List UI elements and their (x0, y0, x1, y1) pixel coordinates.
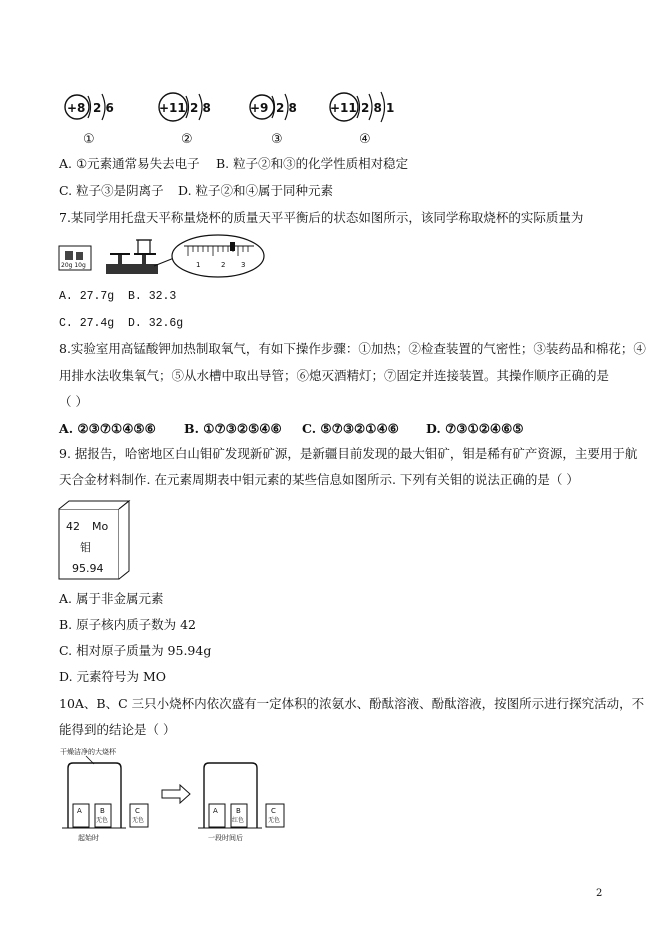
beaker-c-label-start: C (135, 807, 140, 815)
q9-option-c: C. 相对原子质量为 95.94g (59, 643, 212, 658)
q8-option-a: A. ②③⑦①④⑤⑥ (59, 421, 156, 436)
tick-2: 2 (221, 261, 226, 269)
element-name: 钼 (80, 541, 91, 554)
atom2-nucleus: +11 (159, 101, 186, 115)
beaker-c-label-later: C (271, 807, 276, 815)
page-number: 2 (596, 888, 603, 899)
q8-stem-line1: 8.实验室用高锰酸钾加热制取氧气，有如下操作步骤：①加热；②检查装置的气密性；③装药品和棉花；④ (59, 341, 646, 356)
atom3-label: ③ (271, 132, 283, 147)
large-beaker-caption: 干燥洁净的大烧杯 (60, 748, 116, 756)
weights-label: 20g 10g (61, 262, 86, 269)
q6-option-a: A. ①元素通常易失去电子 (59, 156, 200, 171)
q10-stem-line2: 能得到的结论是（ ） (59, 722, 176, 737)
q7-option-a: A. 27.7g (59, 290, 115, 303)
q7-option-c: C. 27.4g (59, 317, 115, 330)
beaker-c-state-start: 无色 (132, 817, 145, 824)
element-symbol: Mo (92, 520, 109, 533)
atom2-shells: 2 8 (190, 101, 211, 115)
element-number: 42 (66, 520, 80, 533)
atom-diagram-1 (65, 94, 114, 147)
atom3-shells: 2 8 (276, 101, 297, 115)
q7-option-b: B. 32.3 (128, 290, 177, 303)
beaker-b-label-start: B (100, 807, 105, 815)
q6-option-c: C. 粒子③是阴离子 (59, 183, 164, 198)
q9-option-b: B. 原子核内质子数为 42 (59, 617, 197, 632)
q10-stem-line1: 10A、B、C 三只小烧杯内依次盛有一定体积的浓氨水、酚酞溶液、酚酞溶液，按图所示进行探究活动，不 (59, 696, 645, 711)
atom-diagrams-figure (55, 88, 395, 150)
start-caption: 起始时 (78, 834, 99, 842)
atom3-nucleus: +9 (250, 101, 269, 115)
atom2-label: ② (181, 132, 193, 147)
q9-stem-line1: 9. 据报告，哈密地区白山钼矿发现新矿源，是新疆目前发现的最大钼矿，钼是稀有矿产资源，主要用于航 (59, 446, 638, 461)
beaker-a-label-later: A (213, 807, 218, 815)
atom1-shells: 2 6 (93, 101, 114, 115)
atom4-label: ④ (359, 132, 371, 147)
atom-diagram-2 (159, 93, 211, 147)
q7-option-d: D. 32.6g (128, 317, 184, 330)
beaker-b-state-later: 红色 (232, 817, 245, 824)
atom1-nucleus: +8 (67, 101, 86, 115)
q9-option-d: D. 元素符号为 MO (59, 669, 167, 684)
beaker-experiment-figure (58, 744, 294, 844)
later-caption: 一段时间后 (208, 834, 243, 842)
q8-option-d: D. ⑦③①②④⑥⑤ (426, 421, 524, 436)
beaker-b-state-start: 无色 (96, 817, 109, 824)
element-mass: 95.94 (72, 562, 104, 575)
beaker-a-label-start: A (77, 807, 82, 815)
q8-stem-line2: 用排水法收集氧气；⑤从水槽中取出导管；⑥熄灭酒精灯；⑦固定并连接装置。其操作顺序正确的是 (59, 368, 610, 383)
atom-diagram-3 (250, 94, 297, 147)
atom-diagram-4 (330, 92, 394, 147)
beaker-b-label-later: B (236, 807, 241, 815)
q8-option-b: B. ①⑦③②⑤④⑥ (184, 421, 282, 436)
q6-option-d: D. 粒子②和④属于同种元素 (178, 183, 334, 198)
balance-figure (58, 232, 268, 280)
beaker-c-state-later: 无色 (268, 817, 281, 824)
atom1-label: ① (83, 132, 95, 147)
q8-answer-paren: （ ） (59, 394, 88, 409)
q7-stem: 7.某同学用托盘天平称量烧杯的质量天平平衡后的状态如图所示，该同学称取烧杯的实际质量为 (59, 210, 584, 225)
atom4-shells: 2 8 1 (361, 101, 395, 115)
tick-3: 3 (241, 261, 246, 269)
element-card-figure (58, 500, 134, 582)
tick-1: 1 (196, 261, 201, 269)
q6-option-b: B. 粒子②和③的化学性质相对稳定 (216, 156, 409, 171)
atom4-nucleus: +11 (330, 101, 357, 115)
q9-stem-line2: 天合金材料制作. 在元素周期表中钼元素的某些信息如图所示. 下列有关钼的说法正确的是（ ） (59, 472, 579, 487)
q9-option-a: A. 属于非金属元素 (59, 591, 164, 606)
q8-option-c: C. ⑤⑦③②①④⑥ (302, 421, 399, 436)
